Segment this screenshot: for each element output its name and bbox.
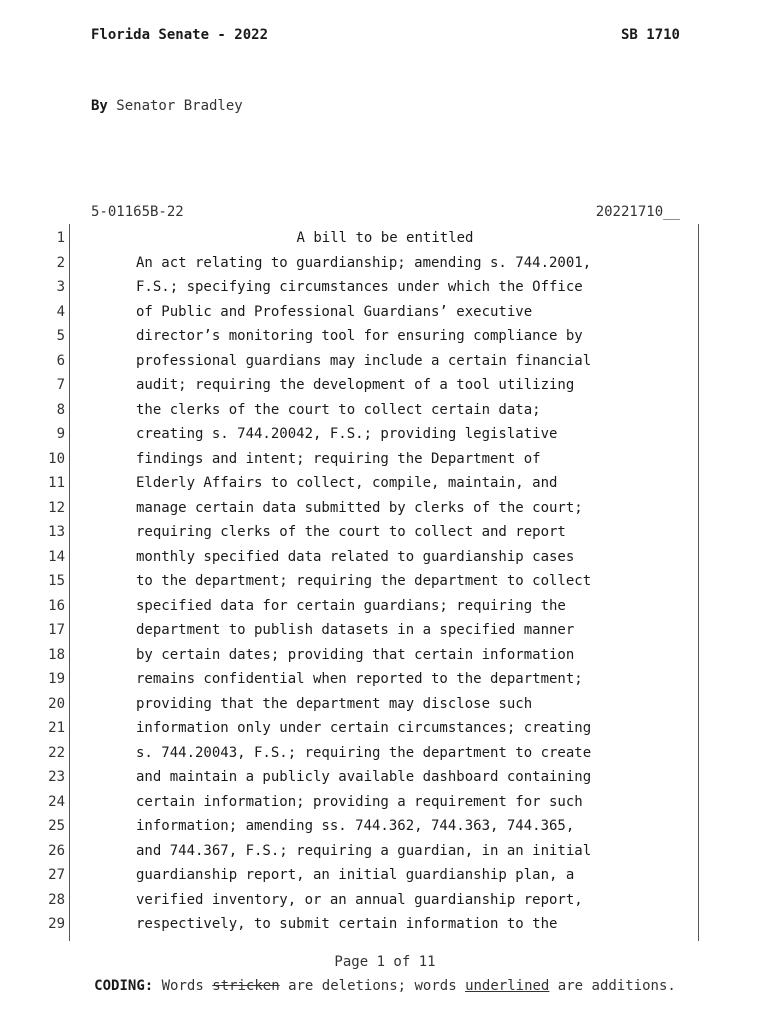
- line-text: certain information; providing a requirement for such: [136, 793, 583, 810]
- sponsor-by-label: By: [91, 98, 108, 114]
- line-number: 7: [56, 377, 65, 393]
- line-number: 17: [48, 622, 65, 638]
- bill-line: [0, 643, 770, 668]
- line-text: remains confidential when reported to the department;: [136, 671, 583, 687]
- line-number: 24: [48, 793, 65, 810]
- bill-line: [0, 275, 770, 300]
- coding-label: CODING:: [94, 978, 154, 994]
- bill-line: [0, 251, 770, 276]
- line-number: 11: [48, 475, 65, 491]
- line-text: findings and intent; requiring the Department of: [136, 450, 541, 467]
- line-text: guardianship report, an initial guardianship plan, a: [136, 867, 575, 883]
- coding-underlined-example: underlined: [465, 978, 550, 994]
- line-text: monthly specified data related to guardianship cases: [136, 548, 575, 565]
- line-text: respectively, to submit certain information to the: [136, 916, 558, 932]
- coding-text-2: are deletions; words: [279, 978, 466, 994]
- bill-line: [0, 692, 770, 717]
- line-number: 22: [48, 744, 65, 761]
- coding-text-3: are additions.: [549, 978, 676, 994]
- line-number: 28: [48, 891, 65, 908]
- bill-line: [0, 422, 770, 447]
- line-text: verified inventory, or an annual guardianship report,: [136, 891, 583, 908]
- coding-stricken-example: stricken: [212, 978, 280, 994]
- line-number: 21: [48, 720, 65, 736]
- bill-line: [0, 520, 770, 545]
- line-number: 5: [56, 328, 65, 344]
- line-number: 20: [48, 695, 65, 712]
- line-text: information; amending ss. 744.362, 744.363, 744.365,: [136, 818, 575, 834]
- line-number: 18: [48, 646, 65, 663]
- line-text: department to publish datasets in a specified manner: [136, 622, 575, 638]
- line-text: An act relating to guardianship; amending s. 744.2001,: [136, 254, 592, 271]
- line-text: and 744.367, F.S.; requiring a guardian, in an initial: [136, 842, 592, 859]
- line-number: 23: [48, 769, 65, 785]
- bill-line: [0, 471, 770, 496]
- chamber-year-header: Florida Senate - 2022: [91, 27, 269, 43]
- bill-line: [0, 545, 770, 570]
- line-number: 9: [56, 426, 65, 442]
- line-text: providing that the department may disclose such: [136, 695, 533, 712]
- bill-line: [0, 814, 770, 839]
- line-number: 16: [48, 597, 65, 614]
- line-number: 14: [48, 548, 65, 565]
- line-number: 19: [48, 671, 65, 687]
- bill-line: [0, 863, 770, 888]
- bill-line: [0, 888, 770, 913]
- bill-line: [0, 716, 770, 741]
- sponsor-line: [91, 98, 243, 114]
- page-number: Page 1 of 11: [334, 954, 436, 970]
- bill-line: [0, 912, 770, 937]
- bill-line: [0, 839, 770, 864]
- line-text: and maintain a publicly available dashboard containing: [136, 769, 592, 785]
- line-number: 6: [56, 352, 65, 369]
- line-text: professional guardians may include a certain financial: [136, 352, 592, 369]
- line-text: Elderly Affairs to collect, compile, maintain, and: [136, 475, 558, 491]
- bill-line: [0, 226, 770, 251]
- line-text: of Public and Professional Guardians’ executive: [136, 303, 533, 320]
- line-text: to the department; requiring the department to collect: [136, 573, 592, 589]
- bill-line: [0, 618, 770, 643]
- bill-line: [0, 594, 770, 619]
- line-number: 10: [48, 450, 65, 467]
- line-text: director’s monitoring tool for ensuring compliance by: [136, 328, 583, 344]
- line-number: 29: [48, 916, 65, 932]
- line-number: 2: [56, 254, 65, 271]
- bill-line: [0, 300, 770, 325]
- bill-line: [0, 741, 770, 766]
- line-text: F.S.; specifying circumstances under which the Office: [136, 279, 583, 295]
- bill-line: [0, 349, 770, 374]
- line-text: requiring clerks of the court to collect and report: [136, 524, 566, 540]
- bill-line: [0, 765, 770, 790]
- bill-line: [0, 496, 770, 521]
- bill-number: SB 1710: [620, 27, 680, 43]
- line-number: 12: [48, 499, 65, 516]
- line-text: specified data for certain guardians; requiring the: [136, 597, 566, 614]
- bill-line: [0, 373, 770, 398]
- bill-text: [0, 226, 770, 937]
- bill-line: [0, 667, 770, 692]
- line-number: 26: [48, 842, 65, 859]
- line-number: 4: [56, 303, 65, 320]
- draft-code: 5-01165B-22: [91, 204, 184, 220]
- line-number: 15: [48, 573, 65, 589]
- line-text: manage certain data submitted by clerks of the court;: [136, 499, 583, 516]
- line-number: 13: [48, 524, 65, 540]
- line-text: creating s. 744.20042, F.S.; providing legislative: [136, 426, 558, 442]
- bill-line: [0, 790, 770, 815]
- line-number: 25: [48, 818, 65, 834]
- line-number: 8: [56, 401, 65, 418]
- bill-line: [0, 398, 770, 423]
- document-code: 20221710__: [595, 204, 680, 220]
- bill-line: [0, 447, 770, 472]
- sponsor-name: Senator Bradley: [107, 98, 243, 114]
- line-text: audit; requiring the development of a tool utilizing: [136, 377, 575, 393]
- bill-line: [0, 569, 770, 594]
- line-text: information only under certain circumstances; creating: [136, 720, 592, 736]
- line-number: 1: [56, 230, 65, 246]
- line-text: the clerks of the court to collect certain data;: [136, 401, 541, 418]
- bill-line: [0, 324, 770, 349]
- bill-title: A bill to be entitled: [296, 230, 474, 246]
- line-number: 27: [48, 867, 65, 883]
- line-text: s. 744.20043, F.S.; requiring the department to create: [136, 744, 592, 761]
- line-text: by certain dates; providing that certain information: [136, 646, 575, 663]
- coding-legend: [0, 978, 770, 994]
- line-number: 3: [56, 279, 65, 295]
- coding-text-1: Words: [153, 978, 213, 994]
